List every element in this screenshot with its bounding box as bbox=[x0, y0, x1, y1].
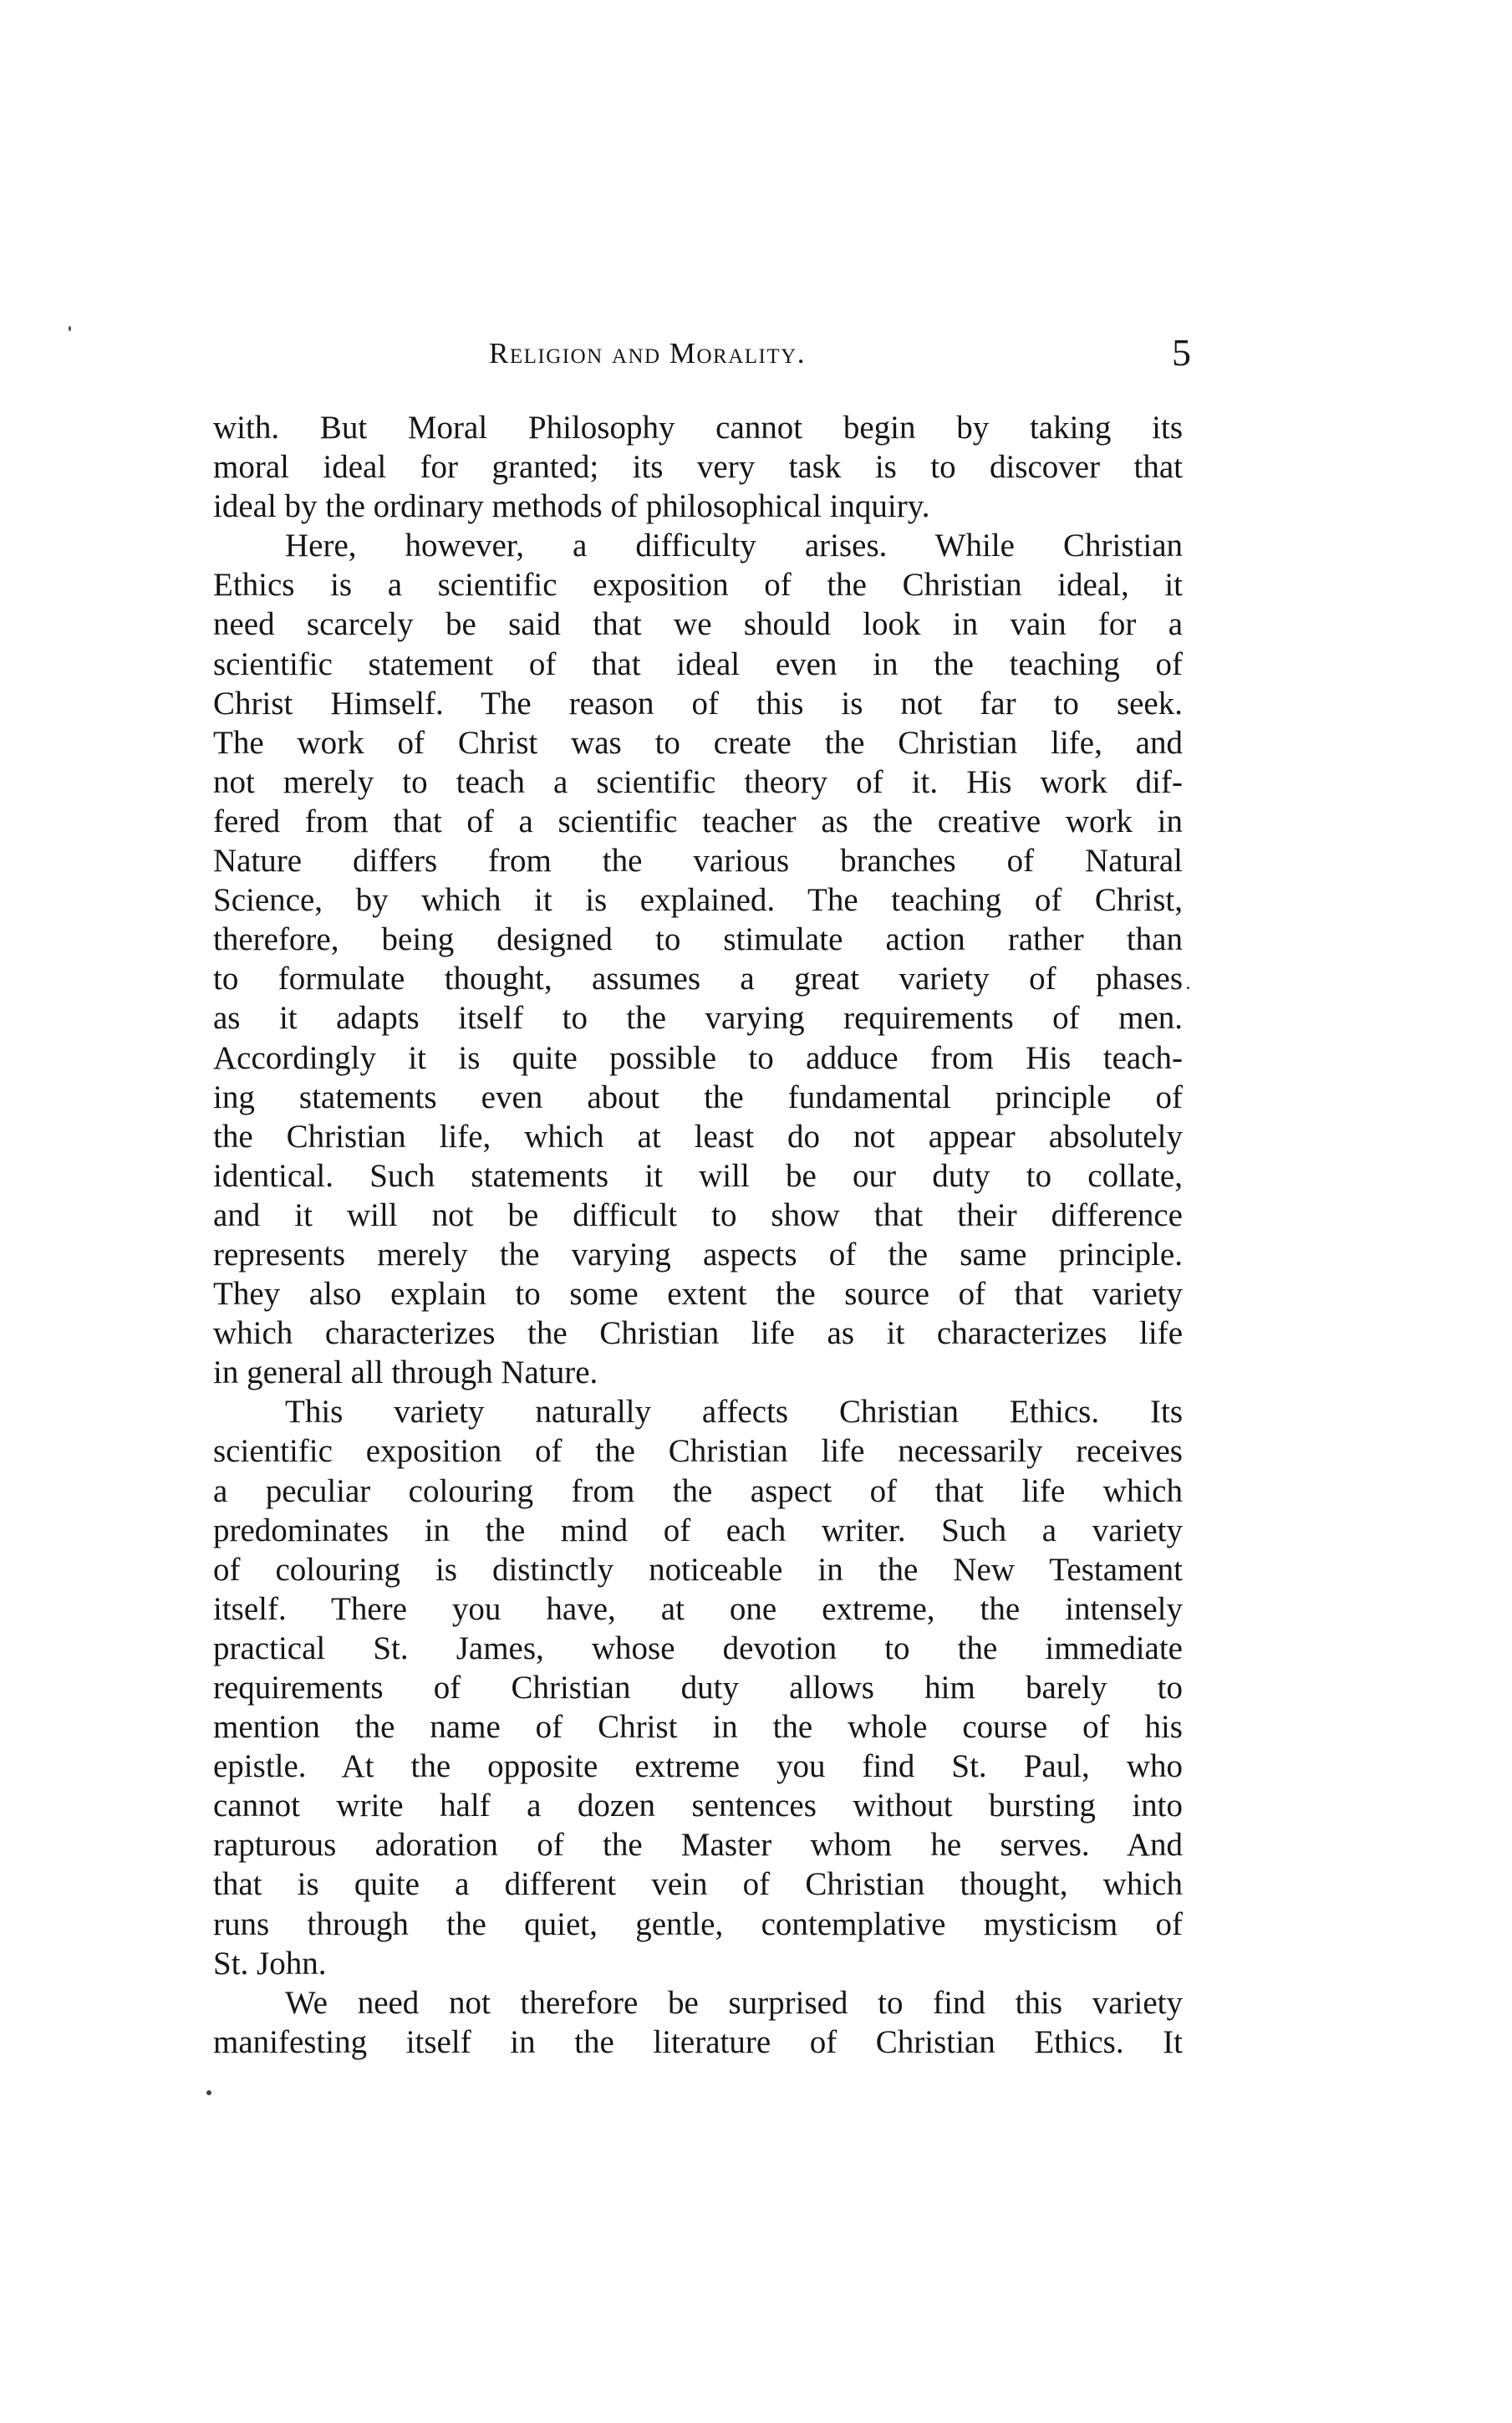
text-line: with. But Moral Philosophy cannot begin by taking its bbox=[213, 410, 1183, 446]
text-line: that is quite a different vein of Christian thought, which bbox=[213, 1866, 1183, 1903]
text-line: predominates in the mind of each writer. Such a variety bbox=[213, 1512, 1183, 1548]
text-line: The work of Christ was to create the Christian life, and bbox=[213, 724, 1183, 761]
text-line: manifesting itself in the literature of Christian Ethics. It bbox=[213, 2023, 1183, 2060]
text-line: This variety naturally affects Christian Ethics. Its bbox=[285, 1394, 1183, 1431]
running-head bbox=[213, 330, 1191, 389]
text-line: moral ideal for granted; its very task is to discover that bbox=[213, 449, 1183, 486]
text-line: Here, however, a difficulty arises. While Christian bbox=[285, 528, 1183, 564]
paper-speck bbox=[206, 2090, 211, 2095]
text-line: as it adapts itself to the varying requirements of men. bbox=[213, 1000, 1183, 1037]
text-line: practical St. James, whose devotion to the immediate bbox=[213, 1630, 1183, 1666]
text-line: Christ Himself. The reason of this is not far to seek. bbox=[213, 685, 1183, 722]
text-line: mention the name of Christ in the whole course of his bbox=[213, 1709, 1183, 1746]
text-line: Science, by which it is explained. The teaching of Christ, bbox=[213, 882, 1183, 919]
text-line: which characterizes the Christian life as it characterizes life bbox=[213, 1315, 1183, 1352]
text-line: ing statements even about the fundamental principle of bbox=[213, 1079, 1183, 1115]
text-line: scientific exposition of the Christian life necessarily receives bbox=[213, 1433, 1183, 1470]
text-line: scientific statement of that ideal even in the teaching of bbox=[213, 645, 1183, 682]
text-line: of colouring is distinctly noticeable in the New Testament bbox=[213, 1551, 1183, 1588]
running-title: Religion and Morality. bbox=[489, 337, 806, 370]
text-line: a peculiar colouring from the aspect of that life which bbox=[213, 1472, 1183, 1509]
text-line: identical. Such statements it will be our duty to collate, bbox=[213, 1157, 1183, 1194]
page-number: 5 bbox=[1172, 331, 1191, 374]
text-line: the Christian life, which at least do not appear absolutely bbox=[213, 1118, 1183, 1155]
text-line: ideal by the ordinary methods of philosophical inquiry. bbox=[213, 488, 930, 525]
paper-speck bbox=[1187, 987, 1189, 989]
text-line: in general all through Nature. bbox=[213, 1354, 598, 1391]
text-line: itself. There you have, at one extreme, the intensely bbox=[213, 1590, 1183, 1627]
text-line: runs through the quiet, gentle, contemplative mysticism of bbox=[213, 1905, 1183, 1942]
text-line: Ethics is a scientific exposition of the Christian ideal, it bbox=[213, 567, 1183, 604]
text-line: cannot write half a dozen sentences without bursting into bbox=[213, 1788, 1183, 1824]
text-line: therefore, being designed to stimulate action rather than bbox=[213, 921, 1183, 958]
text-line: and it will not be difficult to show that their difference bbox=[213, 1196, 1183, 1233]
text-line: need scarcely be said that we should look in vain for a bbox=[213, 606, 1183, 643]
text-line: Nature differs from the various branches of Natural bbox=[213, 843, 1183, 880]
text-line: We need not therefore be surprised to find this variety bbox=[285, 1984, 1183, 2021]
text-line: requirements of Christian duty allows him barely to bbox=[213, 1670, 1183, 1706]
text-line: to formulate thought, assumes a great variety of phases bbox=[213, 961, 1183, 997]
paper-speck bbox=[69, 326, 71, 331]
text-line: rapturous adoration of the Master whom he serves. And bbox=[213, 1827, 1183, 1864]
text-line: epistle. At the opposite extreme you find St. Paul, who bbox=[213, 1748, 1183, 1785]
text-line: not merely to teach a scientific theory of it. His work dif- bbox=[213, 763, 1183, 800]
text-line: Accordingly it is quite possible to adduce from His teach- bbox=[213, 1039, 1183, 1076]
text-line: fered from that of a scientific teacher as the creative work in bbox=[213, 803, 1183, 839]
text-line: St. John. bbox=[213, 1945, 327, 1982]
text-line: represents merely the varying aspects of the same principle. bbox=[213, 1236, 1183, 1273]
text-line: They also explain to some extent the source of that variety bbox=[213, 1276, 1183, 1313]
body-text bbox=[213, 408, 1183, 2062]
